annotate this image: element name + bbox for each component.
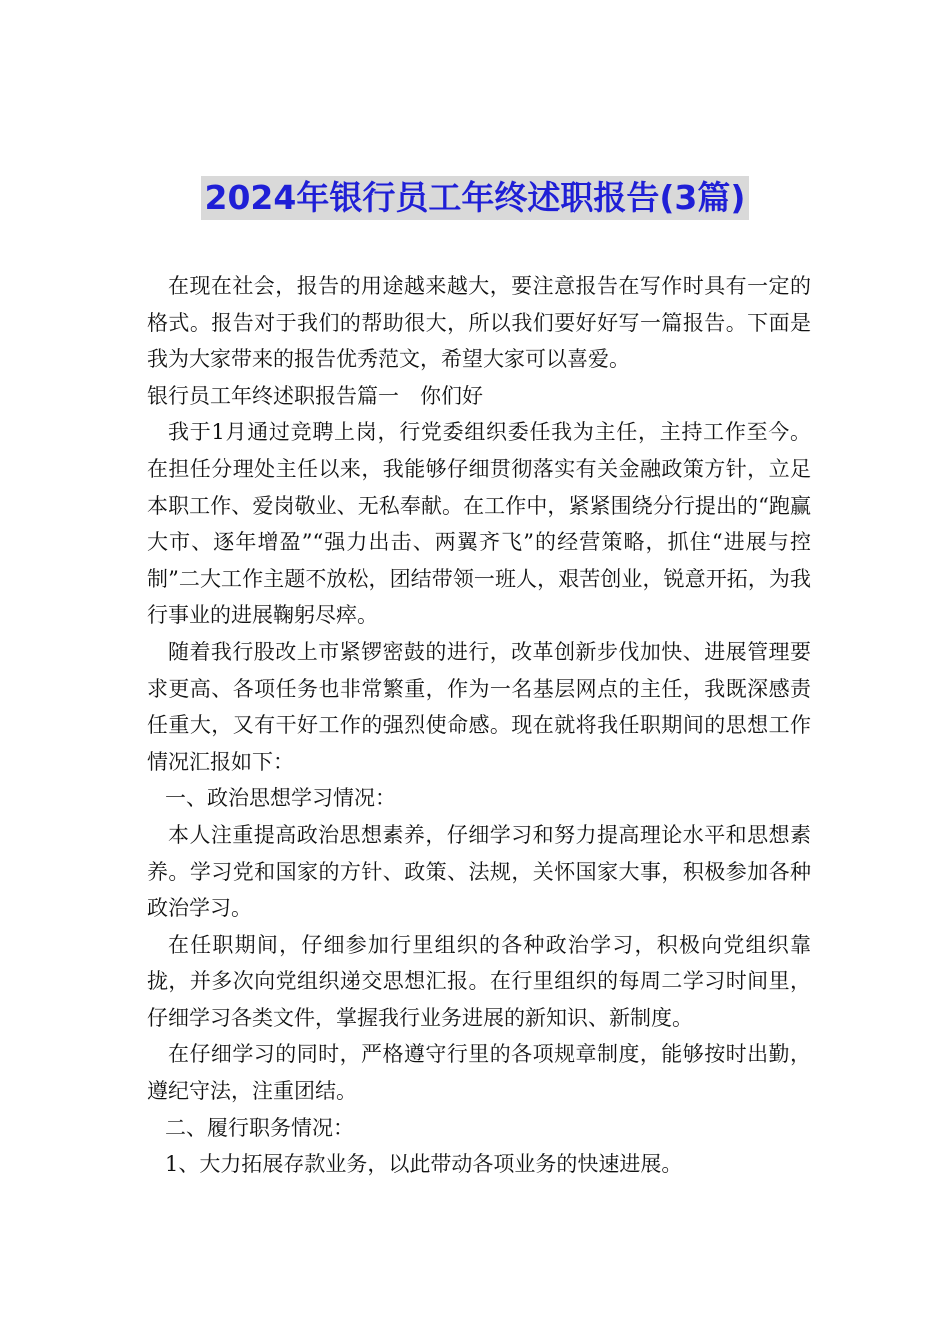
intro-paragraph: 在现在社会，报告的用途越来越大，要注意报告在写作时具有一定的格式。报告对于我们的帮助很大，所以我们要好好写一篇报告。下面是我为大家带来的报告优秀范文，希望大家可以喜爱。 — [147, 274, 811, 372]
body-paragraph: 在仔细学习的同时，严格遵守行里的各项规章制度，能够按时出勤，遵纪守法，注重团结。 — [147, 1042, 811, 1104]
list-item: 1、大力拓展存款业务，以此带动各项业务的快速进展。 — [165, 1152, 683, 1177]
subheading: 一、政治思想学习情况： — [165, 786, 396, 811]
body-paragraph: 在任职期间，仔细参加行里组织的各种政治学习，积极向党组织靠拢，并多次向党组织递交思想汇报。在行里组织的每周二学习时间里，仔细学习各类文件，掌握我行业务进展的新知识、新制度。 — [147, 932, 811, 1030]
title-block — [0, 176, 950, 220]
body-paragraph: 本人注重提高政治思想素养，仔细学习和努力提高理论水平和思想素养。学习党和国家的方针、政策、法规，关怀国家大事，积极参加各种政治学习。 — [147, 822, 811, 921]
subheading: 二、履行职务情况： — [165, 1115, 354, 1140]
document-body — [147, 268, 811, 1183]
body-paragraph: 随着我行股改上市紧锣密鼓的进行，改革创新步伐加快、进展管理要求更高、各项任务也非常繁重，作为一名基层网点的主任，我既深感责任重大，又有干好工作的强烈使命感。现在就将我任职期间的思想工作情况汇报如下： — [147, 639, 811, 774]
section-heading: 银行员工年终述职报告篇一 你们好 — [147, 383, 483, 408]
body-paragraph: 我于1月通过竞聘上岗，行党委组织委任我为主任，主持工作至今。在担任分理处主任以来，我能够仔细贯彻落实有关金融政策方针，立足本职工作、爱岗敬业、无私奉献。在工作中，紧紧围绕分行提出的“跑赢大市、逐年增盈”“强力出击、两翼齐飞”的经营策略，抓住“进展与控制”二大工作主题不放松，团结带领一班人，艰苦创业，锐意开拓，为我行事业的进展鞠躬尽瘁。 — [147, 420, 811, 628]
document-title: 2024年银行员工年终述职报告(3篇) — [201, 176, 750, 220]
